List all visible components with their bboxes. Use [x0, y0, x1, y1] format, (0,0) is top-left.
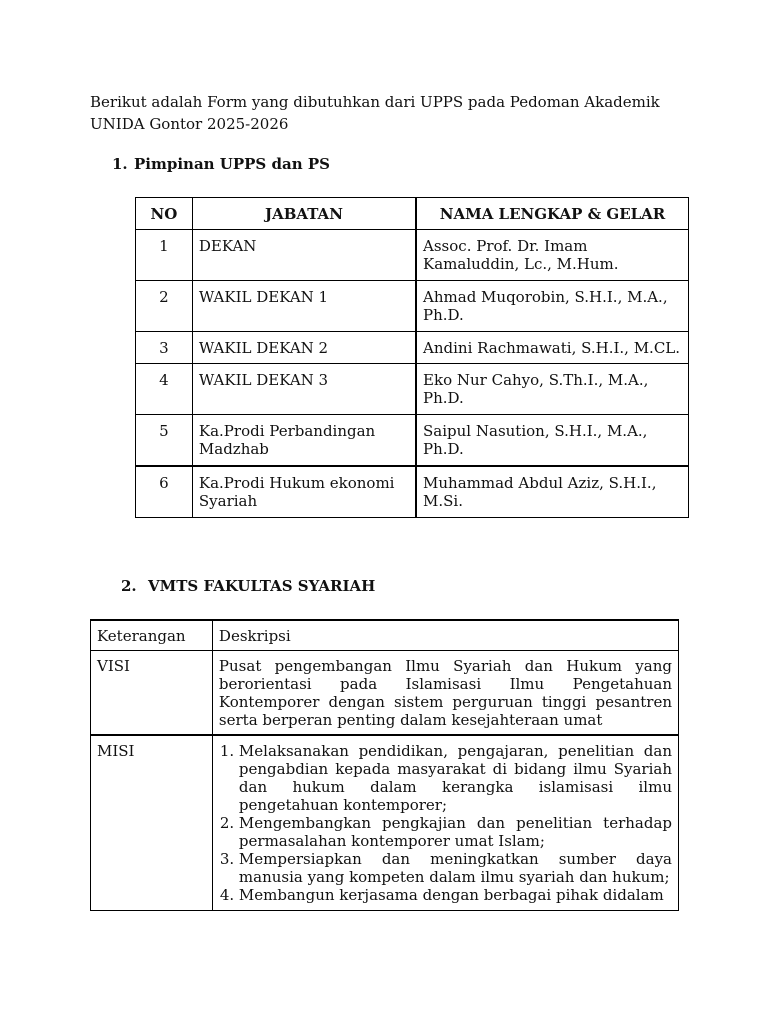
misi-item: 3. Mempersiapkan dan meningkatkan sumber daya manusia yang kompeten dalam ilmu syariah dan hukum; [239, 850, 672, 886]
misi-item: 2. Mengembangkan pengkajian dan penelitian terhadap permasalahan kontemporer umat Islam; [239, 814, 672, 850]
misi-list [219, 742, 672, 904]
section-2-number: 2. [121, 577, 137, 595]
misi-item: 1. Melaksanakan pendidikan, pengajaran, penelitian dan pengabdian kepada masyarakat di bidang ilmu Syariah dan hukum dalam kerangka islamisasi ilmu pengetahuan kontemporer; [239, 742, 672, 814]
table-row [136, 466, 689, 518]
header-nama: NAMA LENGKAP & GELAR [416, 198, 688, 230]
visi-label: VISI [91, 651, 213, 736]
row-jabatan: DEKAN [192, 230, 416, 281]
row-no: 1 [136, 230, 193, 281]
visi-row [91, 651, 679, 736]
vmts-table [90, 619, 679, 911]
table-row [136, 364, 689, 415]
row-nama: Saipul Nasution, S.H.I., M.A., Ph.D. [416, 415, 688, 467]
row-no: 4 [136, 364, 193, 415]
table-row [136, 332, 689, 364]
section-1-number: 1. [112, 155, 128, 173]
row-nama: Muhammad Abdul Aziz, S.H.I., M.Si. [416, 466, 688, 518]
section-2-heading [121, 577, 375, 595]
header-deskripsi: Deskripsi [212, 620, 678, 651]
misi-cell [212, 735, 678, 911]
row-jabatan: Ka.Prodi Perbandingan Madzhab [192, 415, 416, 467]
table-row [136, 281, 689, 332]
misi-item: 4. Membangun kerjasama dengan berbagai pihak didalam [239, 886, 672, 904]
table-row [136, 415, 689, 467]
row-jabatan: Ka.Prodi Hukum ekonomi Syariah [192, 466, 416, 518]
misi-row [91, 735, 679, 911]
row-nama: Andini Rachmawati, S.H.I., M.CL. [416, 332, 688, 364]
intro-paragraph: Berikut adalah Form yang dibutuhkan dari UPPS pada Pedoman Akademik UNIDA Gontor 2025-2026 [90, 93, 660, 133]
row-nama: Eko Nur Cahyo, S.Th.I., M.A., Ph.D. [416, 364, 688, 415]
pimpinan-table [135, 197, 689, 518]
row-jabatan: WAKIL DEKAN 3 [192, 364, 416, 415]
misi-label: MISI [91, 735, 213, 911]
row-nama: Assoc. Prof. Dr. Imam Kamaluddin, Lc., M.Hum. [416, 230, 688, 281]
visi-text: Pusat pengembangan Ilmu Syariah dan Hukum yang berorientasi pada Islamisasi Ilmu Pengetahuan Kontemporer dengan sistem perguruan tinggi pesantren serta berperan penting dalam kesejahteraan umat [212, 651, 678, 736]
section-2-title: VMTS FAKULTAS SYARIAH [148, 577, 376, 595]
row-nama: Ahmad Muqorobin, S.H.I., M.A., Ph.D. [416, 281, 688, 332]
section-1-heading [112, 155, 330, 173]
row-jabatan: WAKIL DEKAN 1 [192, 281, 416, 332]
row-no: 2 [136, 281, 193, 332]
row-no: 3 [136, 332, 193, 364]
table-header-row [91, 620, 679, 651]
table-row [136, 230, 689, 281]
header-no: NO [136, 198, 193, 230]
row-jabatan: WAKIL DEKAN 2 [192, 332, 416, 364]
section-1-title: Pimpinan UPPS dan PS [134, 155, 330, 173]
table-header-row [136, 198, 689, 230]
header-jabatan: JABATAN [192, 198, 416, 230]
row-no: 5 [136, 415, 193, 467]
row-no: 6 [136, 466, 193, 518]
header-keterangan: Keterangan [91, 620, 213, 651]
